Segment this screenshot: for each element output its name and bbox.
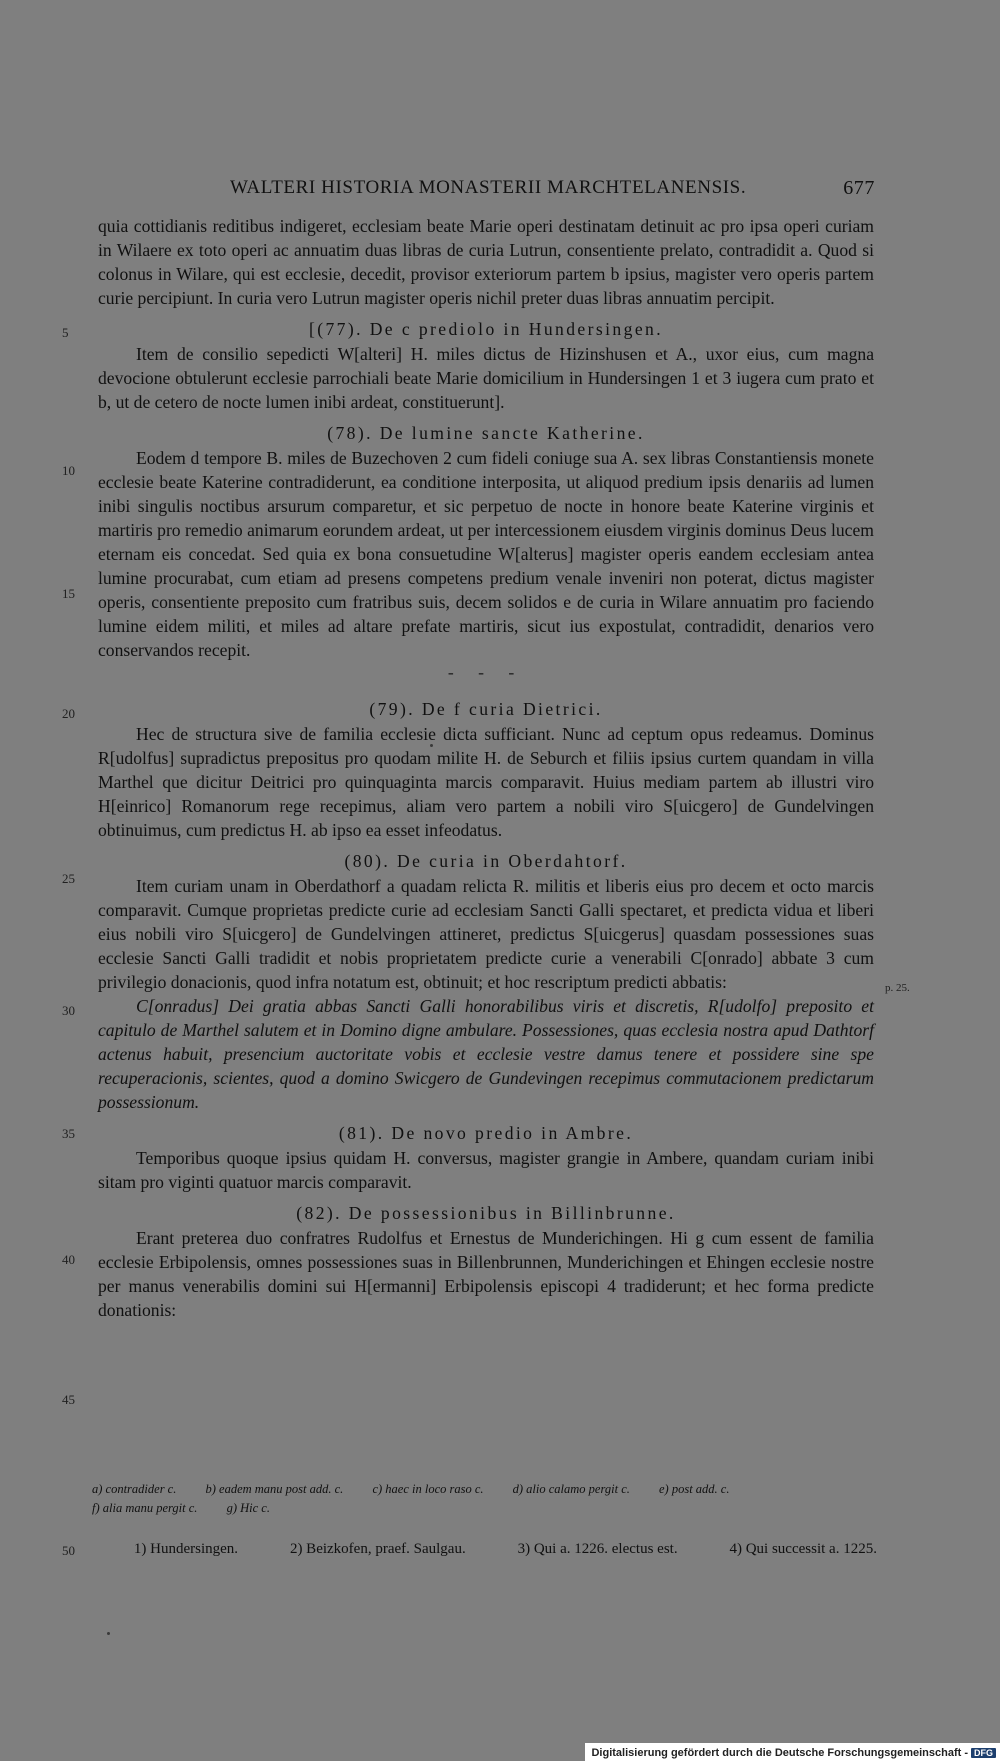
heading-82: (82). De possessionibus in Billinbrunne. [296,1203,676,1223]
digitization-footer [585,1743,1000,1761]
footnote-c: c) haec in loco raso c. [372,1482,484,1496]
section-separator: - - - [447,662,525,682]
footnote-b: b) eadem manu post add. c. [205,1482,344,1496]
heading-81: (81). De novo predio in Ambre. [338,1123,634,1143]
line-number: 40 [62,1252,75,1267]
footnote-a: a) contradider c. [92,1482,177,1496]
footnote-d: d) alio calamo pergit c. [512,1482,630,1496]
scan-speck [430,744,433,747]
heading-78: (78). De lumine sancte Katherine. [327,423,645,443]
page-number: 677 [843,177,875,199]
footnote-f: f) alia manu pergit c. [92,1501,198,1515]
reference-3: 3) Qui a. 1226. electus est. [517,1541,678,1557]
references [62,1541,877,1558]
charter-quotation: C[onradus] Dei gratia abbas Sancti Galli honorabilibus viris et discretis, R[udolfo] preposito et capitulo de Marthel salutem et in Domino digne ambulare. Possessiones, quas ecclesia nostra apud Dathtorf actenus habuit, presencium auctoritate vobis et ecclesie vestre damus tenere et possidere sine spe recuperacionis, scientes, quod a domino Swicgero de Gundevingen recepimus commutacionem predictarum possessionum. [98,996,874,1112]
paragraph-78: Eodem d tempore B. miles de Buzechoven 2 cum fideli coniuge sua A. sex libras Constantiensis monete ecclesie beate Katerine contradiderunt, ea conditione interposita, ut aliquod predium ipsis denariis ad lumen inibi singulis noctibus arsurum comparetur, et sic perpetuo de nocte in honore beate Katerine virginis et martiris pro remedio animarum eorundem ardeat, ut per intercessionem eiusdem virginis dominus Deus lucem eternam eis concedat. Sed quia ex bona consuetudine W[alterus] magister operis eandem ecclesiam antea lumine procurabat, cum etiam ad presens competens predium venale inveniri non poterat, dictus magister operis, consentiente preposito cum fratribus suis, decem solidos e de curia in Wilare annuatim pro faciendo lumine eidem militi, et miles ad altare prefate martiris, sicut ius expostulat, contradidit, denarios vero conservandos recepit. [98,448,874,660]
paragraph-79: Hec de structura sive de familia ecclesie dicta sufficiant. Nunc ad ceptum opus redeamus. Dominus R[udolfus] supradictus prepositus pro quodam milite H. de Seburch et filiis ipsius curtem quandam in villa Marthel que dicitur Deitrici pro quinquaginta marcis comparavit. Huius mediam partem ab illustri viro H[einrico] Romanorum rege recepimus, aliam vero partem a nobili viro S[uicgero] de Gundelvingen obtinuimus, cum predictus H. ab ipso ea esset infeodatus. [98,724,874,840]
footnote-e: e) post add. c. [659,1482,730,1496]
line-number: 20 [62,706,75,721]
heading-77: [(77). De c prediolo in Hundersingen. [308,319,664,339]
paragraph-82: Erant preterea duo confratres Rudolfus et Ernestus de Munderichingen. Hi g cum essent de familia ecclesie Erbipolensis, omnes possessiones suas in Billenbrunnen, Munderichingen et Ehingen ecclesie nostre per manus venerabilis domini sui H[ermanni] Erbipolensis episcopi 4 tradiderunt; et hec forma predicte donationis: [98,1228,874,1320]
line-number: 35 [62,1126,75,1141]
heading-80: (80). De curia in Oberdahtorf. [344,851,628,871]
paragraph-80: Item curiam unam in Oberdathorf a quadam relicta R. militis et liberis eius pro decem et octo marcis comparavit. Cumque proprietas predicte curie ad ecclesiam Sancti Galli spectaret, et predicta vidua et liberi eius nobili viro S[uicgero] de Gundelvingen attineret, predictus S[uicgerus] quasdam possessiones suas ecclesie Sancti Galli tradidit et nobis proprietatem predicte curie a venerabili C[onrado] abbate 3 cum privilegio donacionis, quod infra notatum est, obtinuit; et hoc rescriptum predicti abbatis: [98,876,874,992]
intro-paragraph: quia cottidianis reditibus indigeret, ecclesiam beate Marie operi destinatam detinuit ac pro ipsa operi curiam in Wilaere ex toto operi ac annuatim duas libras de curia Lutrun, consentiente prelato, contradidit a. Quod si colonus in Wilare, qui est ecclesie, decedit, provisor exteriorum partem b ipsius, magister vero operis partem curie percipiunt. In curia vero Lutrun magister operis nichil preter duas libras annuatim percipit. [98,216,874,308]
scan-speck [107,1632,110,1635]
line-number: 45 [62,1392,75,1407]
footnote-g: g) Hic c. [226,1501,270,1515]
header-title: WALTERI HISTORIA MONASTERII MARCHTELANENSIS. [230,177,747,198]
dfg-logo: DFG [971,1748,996,1758]
paragraph-81: Temporibus quoque ipsius quidam H. conversus, magister grangie in Ambere, quandam curiam inibi sitam pro viginti quatuor marcis comparavit. [98,1148,874,1192]
main-text [98,214,874,1322]
line-number: 5 [62,325,69,340]
paragraph-77: Item de consilio sepedicti W[alteri] H. miles dictus de Hizinshusen et A., uxor eius, cum magna devocione obtulerunt ecclesie parrochiali beate Marie domicilium in Hundersingen 1 et 3 iugera cum prato et b, ut de cetero de nocte lumen inibi ardeat, constituerunt]. [98,344,874,412]
line-number: 25 [62,871,75,886]
line-number: 30 [62,1003,75,1018]
footnotes [92,1480,877,1518]
footer-text: Digitalisierung gefördert durch die Deutsche Forschungsgemeinschaft - [591,1746,968,1759]
heading-79: (79). De f curia Dietrici. [369,699,603,719]
reference-2: 2) Beizkofen, praef. Saulgau. [289,1541,466,1557]
reference-4: 4) Qui successit a. 1225. [729,1541,877,1557]
line-number: 15 [62,586,75,601]
margin-note: p. 25. [885,982,910,994]
line-number: 50 [62,1543,75,1558]
reference-1: 1) Hundersingen. [133,1541,239,1557]
line-number: 10 [62,463,75,478]
